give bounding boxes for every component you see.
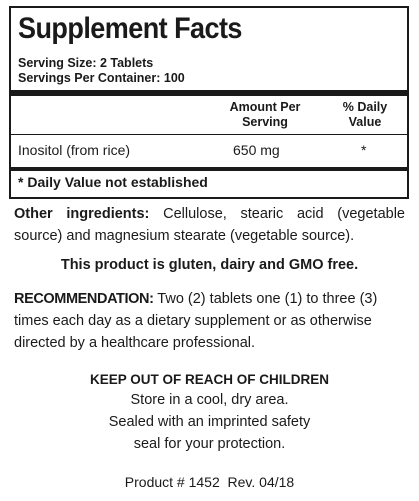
servings-per-container: Servings Per Container: 100 xyxy=(18,71,185,85)
ingredient-daily-value: * xyxy=(361,142,367,158)
product-number: Product # 1452 Rev. 04/18 xyxy=(124,474,295,490)
daily-value-header: % Daily Value xyxy=(342,100,388,129)
other-ingredients-text: Cellulose, stearic acid (vegetable source) and magnesium stearate (vegetable source). xyxy=(14,206,405,244)
storage-line-1: Store in a cool, dry area. xyxy=(130,392,289,408)
recommendation-label: RECOMMENDATION: xyxy=(14,291,154,307)
bottom-thick-divider xyxy=(11,167,407,171)
recommendation-text: Two (2) tablets one (1) to three (3) times each day as a dietary supplement or as otherwise directed by a healthcare professional. xyxy=(14,291,378,351)
recommendation xyxy=(14,288,405,354)
supplement-facts-panel xyxy=(9,6,409,199)
other-ingredients xyxy=(14,203,405,247)
facts-title: Supplement Facts xyxy=(18,12,242,45)
serving-size: Serving Size: 2 Tablets xyxy=(18,56,154,70)
thick-divider xyxy=(11,90,407,96)
amount-per-serving-header: Amount Per Serving xyxy=(229,100,301,129)
free-from-statement: This product is gluten, dairy and GMO free. xyxy=(60,257,359,273)
warning-heading: KEEP OUT OF REACH OF CHILDREN xyxy=(89,372,329,387)
daily-value-footnote: * Daily Value not established xyxy=(18,174,208,190)
storage-line-3: seal for your protection. xyxy=(133,436,286,452)
ingredient-amount: 650 mg xyxy=(233,142,280,158)
other-ingredients-label: Other ingredients: xyxy=(14,206,150,222)
header-divider xyxy=(11,134,407,135)
ingredient-name: Inositol (from rice) xyxy=(18,142,131,158)
storage-line-2: Sealed with an imprinted safety xyxy=(108,414,311,430)
